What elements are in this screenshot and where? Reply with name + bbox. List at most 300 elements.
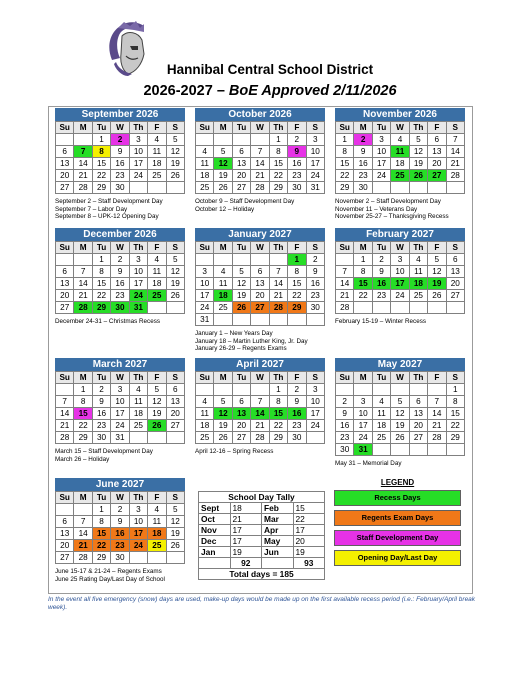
day-cell: 13 [409, 408, 427, 420]
weekday-header: Th [269, 372, 287, 384]
day-cell: 20 [56, 290, 74, 302]
day-cell: 25 [129, 420, 147, 432]
day-cell: 22 [336, 170, 354, 182]
weekday-header: F [148, 242, 166, 254]
day-cell: 9 [288, 146, 306, 158]
day-cell: 1 [92, 254, 110, 266]
month-note: September 8 – UPK-12 Opening Day [55, 213, 159, 220]
month-note: January 26-29 – Regents Exams [195, 345, 287, 352]
weekday-header: S [166, 492, 184, 504]
weekday-header: M [74, 372, 92, 384]
empty-day-cell [409, 444, 427, 456]
day-cell: 6 [56, 146, 74, 158]
weekday-header: F [428, 242, 446, 254]
day-cell: 13 [56, 158, 74, 170]
day-cell: 16 [354, 158, 372, 170]
day-cell: 4 [372, 396, 390, 408]
tally-count: 17 [293, 525, 325, 536]
day-cell: 16 [288, 408, 306, 420]
day-cell: 26 [232, 302, 250, 314]
empty-day-cell [428, 444, 446, 456]
day-cell: 10 [129, 146, 147, 158]
weekday-header: Th [409, 372, 427, 384]
day-cell: 23 [336, 432, 354, 444]
day-cell: 25 [148, 290, 166, 302]
weekday-header: Su [336, 122, 354, 134]
day-cell: 30 [111, 302, 129, 314]
day-cell: 11 [391, 146, 409, 158]
tally-count: 19 [293, 547, 325, 558]
empty-day-cell [166, 302, 184, 314]
day-cell: 27 [56, 302, 74, 314]
day-cell: 6 [409, 396, 427, 408]
day-cell: 22 [92, 290, 110, 302]
school-year: 2026-2027 – [143, 83, 229, 99]
day-cell: 26 [166, 170, 184, 182]
day-cell: 14 [74, 278, 92, 290]
month-calendar [335, 358, 465, 456]
day-cell: 21 [251, 170, 269, 182]
day-cell: 1 [354, 254, 372, 266]
month-note: October 12 – Holiday [195, 205, 255, 213]
weekday-header: Tu [372, 372, 390, 384]
day-cell: 18 [148, 528, 166, 540]
day-cell: 14 [56, 408, 74, 420]
day-cell: 17 [306, 408, 324, 420]
day-cell: 7 [251, 396, 269, 408]
weekday-header: W [391, 372, 409, 384]
weekday-header: W [251, 242, 269, 254]
weekday-header: Th [409, 242, 427, 254]
day-cell: 11 [148, 266, 166, 278]
day-cell: 15 [74, 408, 92, 420]
empty-day-cell [74, 134, 92, 146]
day-cell: 8 [74, 396, 92, 408]
empty-day-cell [129, 182, 147, 194]
day-cell: 26 [214, 182, 232, 194]
day-cell: 2 [92, 384, 110, 396]
empty-day-cell [391, 302, 409, 314]
day-cell: 20 [232, 170, 250, 182]
day-cell: 10 [129, 516, 147, 528]
month-notes [335, 318, 473, 326]
day-cell: 23 [111, 540, 129, 552]
day-cell: 11 [372, 408, 390, 420]
month-calendar [55, 228, 185, 314]
empty-day-cell [232, 134, 250, 146]
month-note: March 26 – Holiday [55, 455, 110, 463]
day-cell: 10 [372, 146, 390, 158]
day-cell: 27 [232, 182, 250, 194]
tally-month: Oct [199, 514, 231, 525]
day-cell: 10 [306, 146, 324, 158]
weekday-header: S [446, 372, 464, 384]
day-cell: 5 [391, 396, 409, 408]
day-cell: 28 [269, 302, 287, 314]
weekday-header: F [428, 372, 446, 384]
day-cell: 14 [74, 528, 92, 540]
day-cell: 17 [354, 420, 372, 432]
day-cell: 12 [148, 396, 166, 408]
day-cell: 18 [214, 290, 232, 302]
day-cell: 22 [92, 540, 110, 552]
day-cell: 7 [74, 516, 92, 528]
day-cell: 24 [129, 290, 147, 302]
weekday-header: Tu [92, 372, 110, 384]
day-cell: 5 [166, 504, 184, 516]
day-cell: 5 [232, 266, 250, 278]
day-cell: 10 [306, 396, 324, 408]
day-cell: 24 [196, 302, 214, 314]
day-cell: 23 [306, 290, 324, 302]
day-cell: 17 [111, 408, 129, 420]
empty-day-cell [391, 182, 409, 194]
day-cell: 7 [428, 396, 446, 408]
weekday-header: F [428, 122, 446, 134]
day-cell: 15 [269, 408, 287, 420]
weekday-header: Th [129, 242, 147, 254]
day-cell: 24 [111, 420, 129, 432]
empty-day-cell [129, 432, 147, 444]
day-cell: 29 [269, 182, 287, 194]
day-cell: 27 [251, 302, 269, 314]
day-cell: 9 [372, 266, 390, 278]
day-cell: 23 [111, 170, 129, 182]
weekday-header: Tu [232, 242, 250, 254]
day-cell: 21 [336, 290, 354, 302]
day-cell: 14 [428, 408, 446, 420]
day-cell: 19 [232, 290, 250, 302]
day-cell: 29 [336, 182, 354, 194]
day-cell: 3 [372, 134, 390, 146]
month-notes [55, 568, 193, 583]
empty-day-cell [306, 314, 324, 326]
day-cell: 7 [74, 146, 92, 158]
weekday-header: W [391, 122, 409, 134]
day-cell: 26 [214, 432, 232, 444]
legend-item: Regents Exam Days [334, 510, 461, 526]
day-cell: 9 [288, 396, 306, 408]
day-cell: 24 [306, 420, 324, 432]
month-note: September 2 – Staff Development Day [55, 198, 163, 205]
month-notes [195, 448, 333, 456]
month-note: January 18 – Martin Luther King, Jr. Day [195, 337, 308, 345]
day-cell: 7 [251, 146, 269, 158]
day-cell: 12 [166, 146, 184, 158]
empty-day-cell [372, 444, 390, 456]
day-cell: 27 [56, 552, 74, 564]
weekday-header: Su [56, 372, 74, 384]
day-cell: 26 [409, 170, 427, 182]
day-cell: 26 [428, 290, 446, 302]
day-cell: 8 [288, 266, 306, 278]
day-cell: 24 [372, 170, 390, 182]
day-cell: 19 [166, 278, 184, 290]
day-cell: 17 [372, 158, 390, 170]
empty-day-cell [391, 444, 409, 456]
weekday-header: Tu [232, 372, 250, 384]
empty-day-cell [196, 384, 214, 396]
weekday-header: Tu [92, 492, 110, 504]
day-cell: 25 [196, 432, 214, 444]
day-cell: 1 [92, 504, 110, 516]
day-cell: 21 [56, 420, 74, 432]
tally-count: 19 [230, 547, 262, 558]
day-cell: 4 [214, 266, 232, 278]
empty-day-cell [336, 254, 354, 266]
weekday-header: Su [336, 242, 354, 254]
day-cell: 27 [428, 170, 446, 182]
empty-day-cell [56, 254, 74, 266]
day-cell: 3 [129, 134, 147, 146]
weekday-header: Tu [92, 122, 110, 134]
day-cell: 19 [148, 408, 166, 420]
empty-day-cell [129, 552, 147, 564]
empty-day-cell [232, 254, 250, 266]
weekday-header: Tu [372, 122, 390, 134]
day-cell: 4 [148, 134, 166, 146]
weekday-header: F [288, 242, 306, 254]
day-cell: 8 [92, 146, 110, 158]
weekday-header: M [214, 122, 232, 134]
weekday-header: Su [56, 492, 74, 504]
day-cell: 28 [336, 302, 354, 314]
day-cell: 26 [166, 290, 184, 302]
day-cell: 20 [56, 540, 74, 552]
day-cell: 22 [269, 420, 287, 432]
school-day-tally [198, 491, 325, 580]
day-cell: 19 [166, 158, 184, 170]
day-cell: 16 [111, 528, 129, 540]
day-cell: 28 [56, 432, 74, 444]
empty-day-cell [56, 134, 74, 146]
day-cell: 3 [111, 384, 129, 396]
empty-day-cell [214, 314, 232, 326]
day-cell: 1 [288, 254, 306, 266]
month-calendar [195, 228, 325, 326]
day-cell: 15 [336, 158, 354, 170]
weekday-header: Tu [92, 242, 110, 254]
month-calendar [195, 108, 325, 194]
day-cell: 15 [446, 408, 464, 420]
day-cell: 17 [129, 158, 147, 170]
day-cell: 20 [251, 290, 269, 302]
month-notes [195, 198, 333, 213]
empty-day-cell [148, 432, 166, 444]
weekday-header: F [288, 122, 306, 134]
tally-count: 17 [230, 525, 262, 536]
legend [334, 478, 461, 570]
month-note: November 25-27 – Thanksgiving Recess [335, 213, 449, 220]
empty-day-cell [232, 314, 250, 326]
empty-day-cell [306, 432, 324, 444]
day-cell: 30 [306, 302, 324, 314]
day-cell: 4 [196, 396, 214, 408]
day-cell: 5 [214, 146, 232, 158]
day-cell: 11 [196, 408, 214, 420]
day-cell: 3 [129, 504, 147, 516]
day-cell: 17 [391, 278, 409, 290]
day-cell: 29 [92, 302, 110, 314]
day-cell: 15 [288, 278, 306, 290]
month-notes [55, 198, 193, 221]
empty-day-cell [428, 182, 446, 194]
day-cell: 27 [232, 432, 250, 444]
day-cell: 3 [391, 254, 409, 266]
day-cell: 10 [354, 408, 372, 420]
weekday-header: M [354, 122, 372, 134]
weekday-header: W [251, 372, 269, 384]
day-cell: 13 [232, 408, 250, 420]
legend-item: Opening Day/Last Day [334, 550, 461, 566]
month-calendar [195, 358, 325, 444]
empty-day-cell [372, 384, 390, 396]
month-calendar [55, 478, 185, 564]
day-cell: 8 [269, 146, 287, 158]
day-cell: 20 [56, 170, 74, 182]
day-cell: 13 [232, 158, 250, 170]
day-cell: 7 [336, 266, 354, 278]
day-cell: 2 [111, 134, 129, 146]
day-cell: 2 [111, 254, 129, 266]
empty-day-cell [446, 444, 464, 456]
month-note: June 15-17 & 21-24 – Regents Exams [55, 568, 162, 575]
weekday-header: F [288, 372, 306, 384]
weekday-header: S [166, 372, 184, 384]
month-calendar [55, 108, 185, 194]
snow-day-footnote: In the event all five emergency (snow) days are used, make-up days would be made up on the first available recess period (i.e.: February/April break week). [48, 596, 476, 611]
weekday-header: Su [56, 242, 74, 254]
tally-month: Jun [262, 547, 294, 558]
tally-title: School Day Tally [199, 492, 325, 503]
day-cell: 21 [446, 158, 464, 170]
day-cell: 14 [269, 278, 287, 290]
day-cell: 11 [409, 266, 427, 278]
day-cell: 22 [354, 290, 372, 302]
weekday-header: M [214, 242, 232, 254]
empty-day-cell [148, 182, 166, 194]
empty-day-cell [409, 384, 427, 396]
day-cell: 3 [354, 396, 372, 408]
empty-day-cell [409, 302, 427, 314]
day-cell: 21 [428, 420, 446, 432]
month-notes [195, 330, 333, 353]
month-note: November 2 – Staff Development Day [335, 198, 441, 205]
month-notes [55, 448, 193, 463]
day-cell: 28 [446, 170, 464, 182]
day-cell: 1 [74, 384, 92, 396]
day-cell: 30 [111, 182, 129, 194]
tally-month: Mar [262, 514, 294, 525]
empty-day-cell [166, 552, 184, 564]
day-cell: 17 [306, 158, 324, 170]
day-cell: 24 [354, 432, 372, 444]
day-cell: 11 [214, 278, 232, 290]
day-cell: 15 [92, 528, 110, 540]
day-cell: 12 [166, 516, 184, 528]
day-cell: 23 [354, 170, 372, 182]
day-cell: 25 [148, 170, 166, 182]
weekday-header: Th [129, 492, 147, 504]
empty-day-cell [196, 254, 214, 266]
day-cell: 14 [251, 158, 269, 170]
day-cell: 16 [92, 408, 110, 420]
day-cell: 1 [269, 134, 287, 146]
weekday-header: M [74, 122, 92, 134]
day-cell: 28 [74, 182, 92, 194]
weekday-header: Su [196, 122, 214, 134]
weekday-header: S [446, 122, 464, 134]
day-cell: 19 [214, 420, 232, 432]
empty-day-cell [446, 302, 464, 314]
day-cell: 24 [391, 290, 409, 302]
day-cell: 18 [409, 278, 427, 290]
day-cell: 24 [129, 170, 147, 182]
day-cell: 6 [56, 266, 74, 278]
weekday-header: F [148, 122, 166, 134]
weekday-header: Th [269, 242, 287, 254]
day-cell: 4 [391, 134, 409, 146]
day-cell: 23 [288, 170, 306, 182]
month-note: September 7 – Labor Day [55, 205, 128, 213]
day-cell: 18 [148, 158, 166, 170]
day-cell: 25 [409, 290, 427, 302]
day-cell: 14 [251, 408, 269, 420]
empty-day-cell [409, 182, 427, 194]
day-cell: 23 [92, 420, 110, 432]
day-cell: 5 [166, 254, 184, 266]
day-cell: 13 [446, 266, 464, 278]
day-cell: 8 [446, 396, 464, 408]
empty-day-cell [166, 432, 184, 444]
day-cell: 14 [336, 278, 354, 290]
tally-blank [199, 558, 231, 569]
day-cell: 2 [111, 504, 129, 516]
weekday-header: M [74, 242, 92, 254]
day-cell: 11 [148, 516, 166, 528]
month-note: March 15 – Staff Development Day [55, 448, 153, 455]
tally-month: Jan [199, 547, 231, 558]
legend-item: Recess Days [334, 490, 461, 506]
day-cell: 8 [92, 516, 110, 528]
day-cell: 6 [251, 266, 269, 278]
empty-day-cell [148, 302, 166, 314]
day-cell: 26 [391, 432, 409, 444]
day-cell: 28 [74, 302, 92, 314]
tally-month: Feb [262, 503, 294, 514]
day-cell: 16 [306, 278, 324, 290]
day-cell: 14 [74, 158, 92, 170]
day-cell: 30 [336, 444, 354, 456]
day-cell: 8 [336, 146, 354, 158]
empty-day-cell [428, 384, 446, 396]
empty-day-cell [214, 384, 232, 396]
day-cell: 5 [409, 134, 427, 146]
weekday-header: S [306, 242, 324, 254]
day-cell: 21 [251, 420, 269, 432]
day-cell: 13 [166, 396, 184, 408]
empty-day-cell [428, 302, 446, 314]
weekday-header: S [446, 242, 464, 254]
day-cell: 25 [196, 182, 214, 194]
empty-day-cell [232, 384, 250, 396]
day-cell: 1 [336, 134, 354, 146]
day-cell: 31 [129, 302, 147, 314]
day-cell: 31 [111, 432, 129, 444]
day-cell: 16 [288, 158, 306, 170]
weekday-header: W [111, 372, 129, 384]
day-cell: 5 [166, 134, 184, 146]
